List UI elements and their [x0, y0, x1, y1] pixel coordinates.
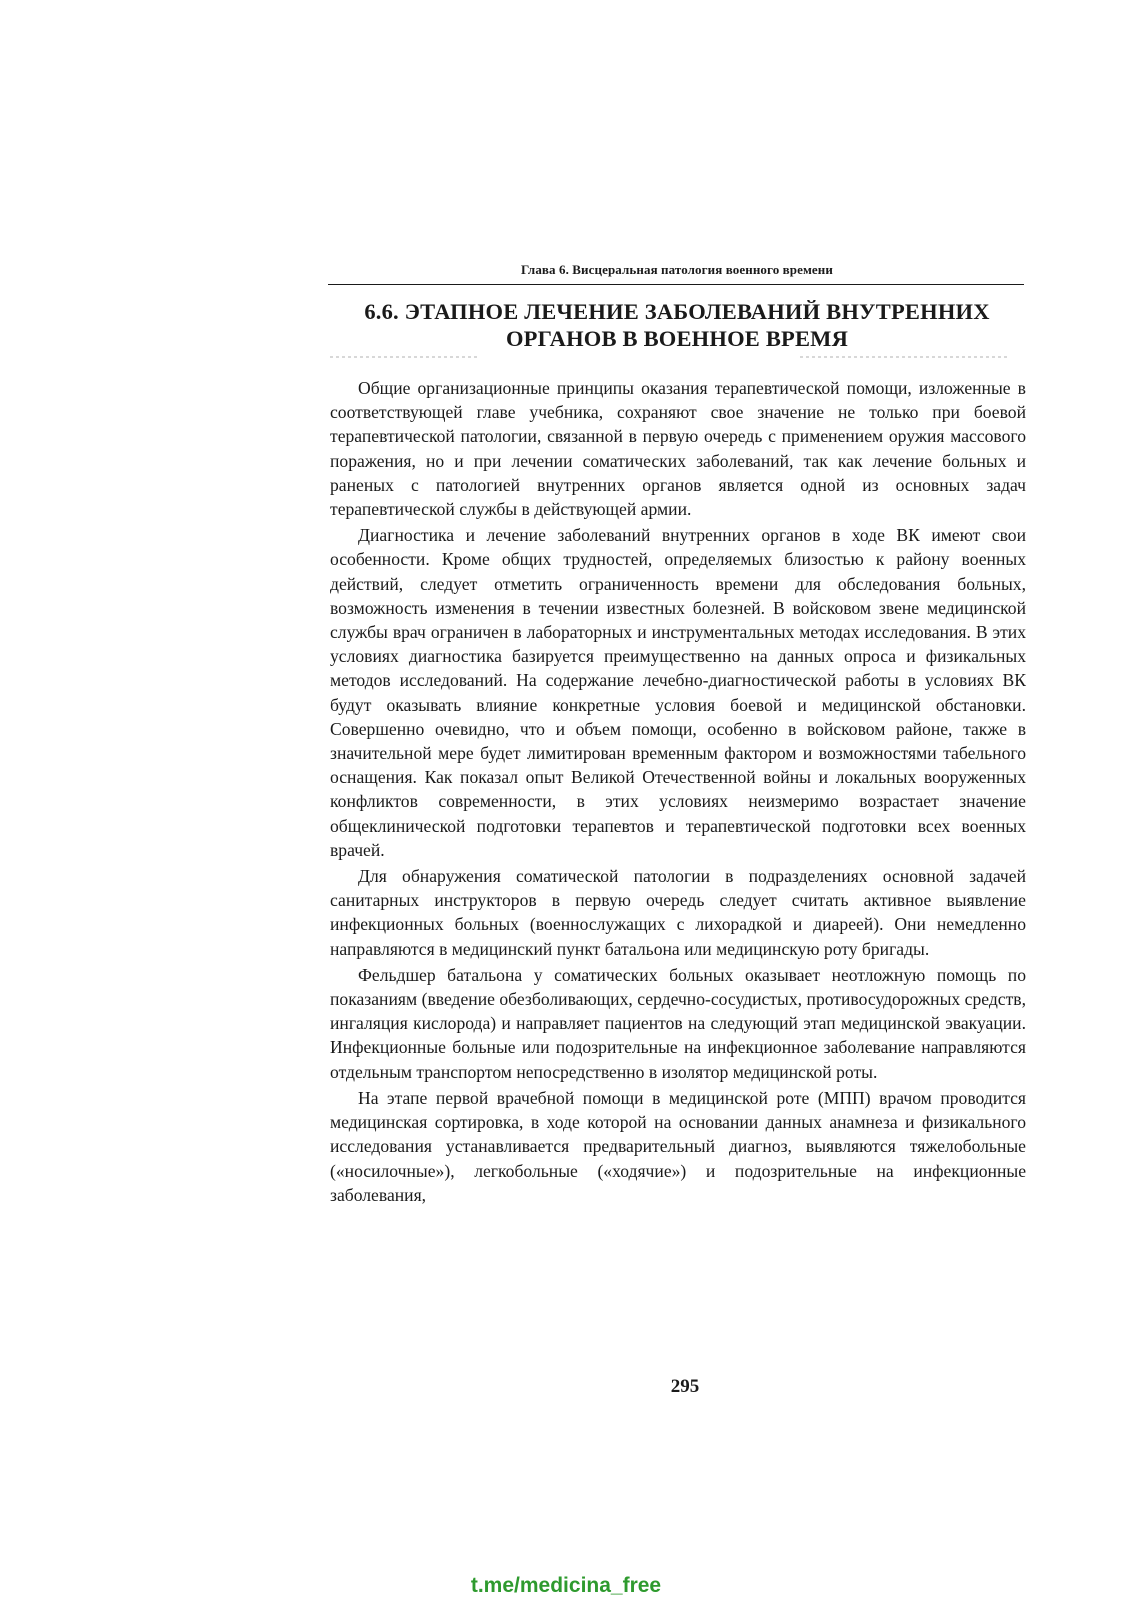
watermark-link[interactable]: t.me/medicina_free — [470, 1574, 662, 1597]
paragraph: Для обнаружения соматической патологии в подразделениях основной задачей санитарных инструкторов в первую очередь следует считать активное выявление инфекционных больных (военнослужащих с лихорадкой и диареей). Они немедленно направляются в медицинский пункт батальона или медицинскую роту бригады. — [330, 866, 1026, 959]
running-header: Глава 6. Висцеральная патология военного времени — [521, 262, 833, 277]
paragraph: Общие организационные принципы оказания терапевтической помощи, изложенные в соответствующей главе учебника, сохраняют свое значение не только при боевой терапевтической патологии, связанной в первую очередь с применением оружия массового поражения, но и при лечении соматических заболеваний, так как лечение больных и раненых с патологией внутренних органов является одной из основных задач терапевтической службы в действующей армии. — [330, 378, 1026, 520]
page-number: 295 — [670, 1376, 700, 1397]
section-title-line-2: ОРГАНОВ В ВОЕННОЕ ВРЕМЯ — [505, 326, 849, 351]
header-rule — [328, 284, 1024, 285]
scan-artifact — [330, 356, 480, 358]
body-text — [330, 376, 1026, 1209]
scan-artifact — [800, 356, 1010, 358]
section-title — [330, 298, 1024, 352]
paragraph: Диагностика и лечение заболеваний внутренних органов в ходе ВК имеют свои особенности. Кроме общих трудностей, определяемых близостью к району военных действий, следует отметить ограниченность времени для обследования больных, возможность изменения в течении известных болезней. В войсковом звене медицинской службы врач ограничен в лабораторных и инструментальных методах исследования. В этих условиях диагностика базируется преимущественно на данных опроса и физикальных методов исследований. На содержание лечебно-диагностической работы в условиях ВК будут оказывать влияние конкретные условия боевой и медицинской обстановки. Совершенно очевидно, что и объем помощи, особенно в войсковом районе, также в значительной мере будет лимитирован временным фактором и возможностями табельного оснащения. Как показал опыт Великой Отечественной войны и локальных вооруженных конфликтов современности, в этих условиях неизмеримо возрастает значение общеклинической подготовки терапевтов и терапевтической подготовки всех военных врачей. — [330, 525, 1026, 860]
section-title-line-1: 6.6. ЭТАПНОЕ ЛЕЧЕНИЕ ЗАБОЛЕВАНИЙ ВНУТРЕННИХ — [364, 299, 990, 324]
paragraph: Фельдшер батальона у соматических больных оказывает неотложную помощь по показаниям (введение обезболивающих, сердечно-сосудистых, противосудорожных средств, ингаляция кислорода) и направляет пациентов на следующий этап медицинской эвакуации. Инфекционные больные или подозрительные на инфекционное заболевание направляются отдельным транспортом непосредственно в изолятор медицинской роты. — [330, 964, 1026, 1082]
paragraph: На этапе первой врачебной помощи в медицинской роте (МПП) врачом проводится медицинская сортировка, в ходе которой на основании данных анамнеза и физикального исследования устанавливается предварительный диагноз, выявляются тяжелобольные («носилочные»), легкобольные («ходячие») и подозрительные на инфекционные заболевания, — [330, 1087, 1026, 1205]
